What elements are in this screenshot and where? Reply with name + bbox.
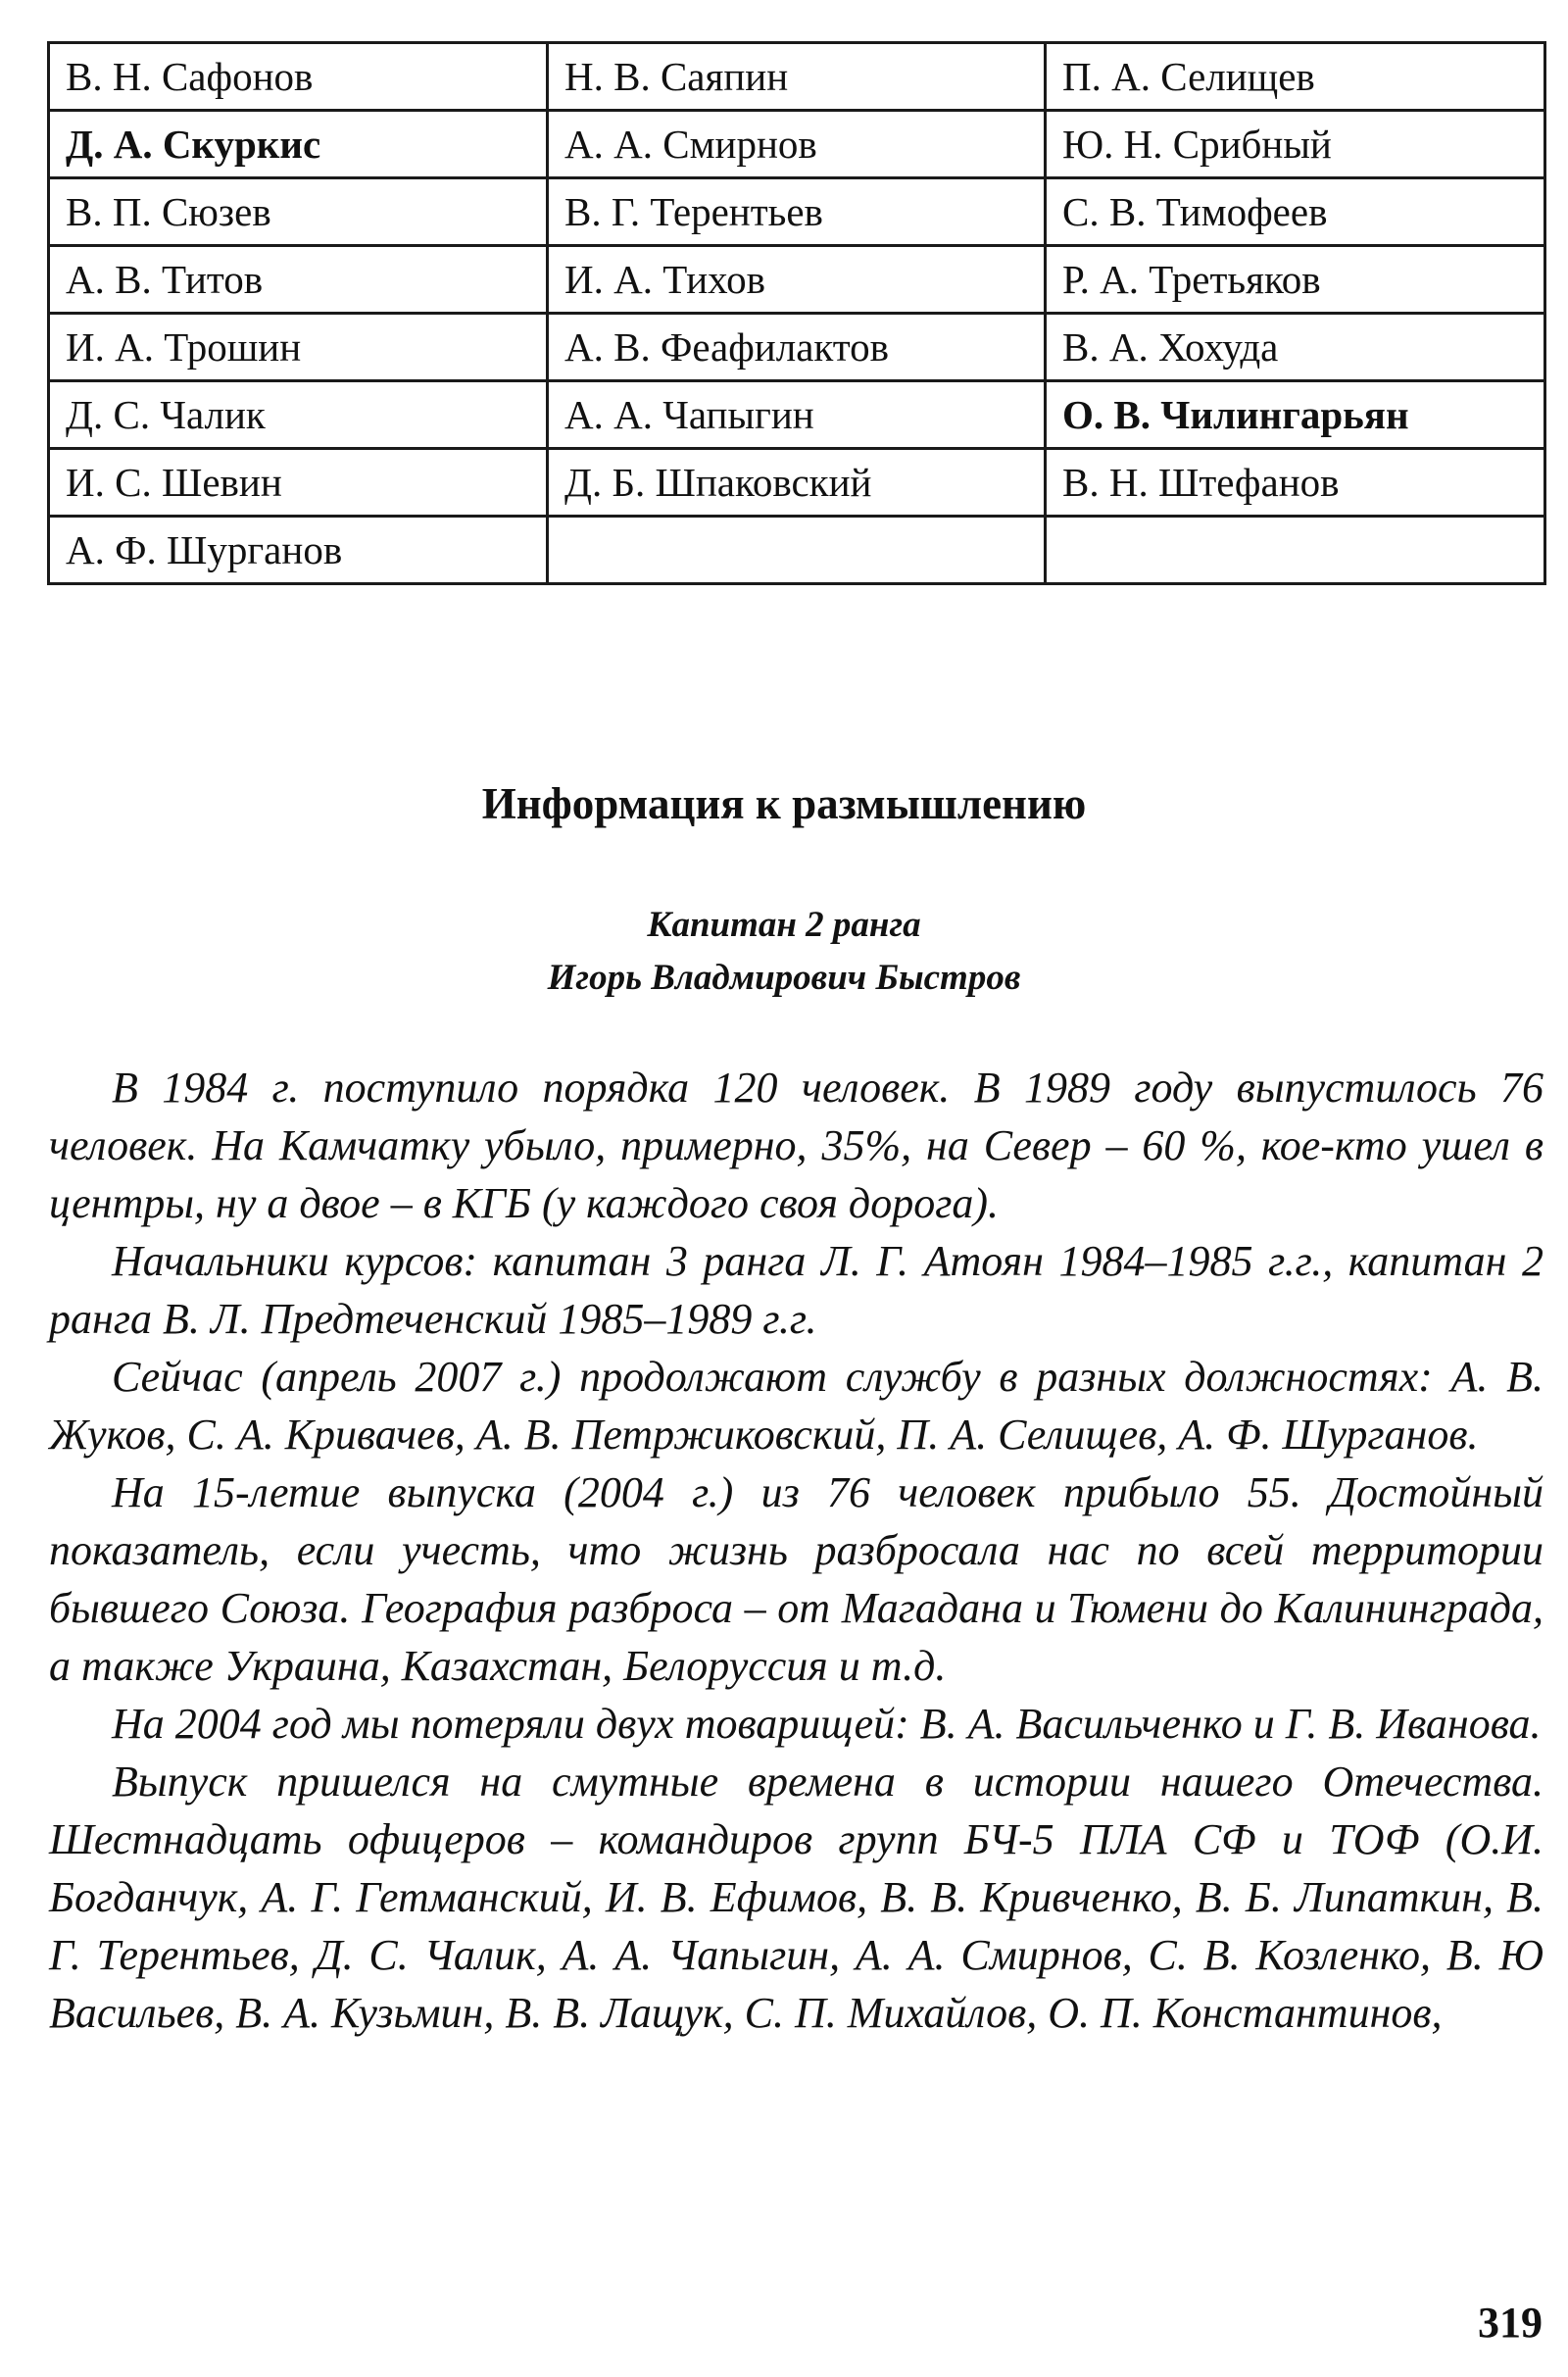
paragraph-still-serving: Сейчас (апрель 2007 г.) продолжают службу в разных должностях: А. В. Жуков, С. А. Кривачев, А. В. Петржиковский, П. А. Селищев, А. Ф. Шурганов. — [49, 1353, 1544, 1459]
table-cell — [1046, 517, 1545, 584]
table-cell: Д. Б. Шпаковский — [548, 449, 1046, 517]
table-cell: В. П. Сюзев — [49, 178, 548, 246]
table-cell: В. Н. Штефанов — [1046, 449, 1545, 517]
table-cell: В. Н. Сафонов — [49, 43, 548, 111]
table-cell: Ю. Н. Срибный — [1046, 111, 1545, 178]
table-row — [49, 517, 1545, 584]
paragraph-course-heads: Начальники курсов: капитан 3 ранга Л. Г. Атоян 1984–1985 г.г., капитан 2 ранга В. Л. Предтеченский 1985–1989 г.г. — [49, 1237, 1544, 1343]
page-number: 319 — [1478, 2299, 1543, 2347]
table-row — [49, 314, 1545, 381]
paragraph-enrollment: В 1984 г. поступило порядка 120 человек. В 1989 году выпустилось 76 человек. На Камчатку убыло, примерно, 35%, на Север – 60 %, кое-кто ушел в центры, ну а двое – в КГБ (у каждого своя дорога). — [49, 1064, 1544, 1227]
table-row — [49, 381, 1545, 449]
table-cell: П. А. Селищев — [1046, 43, 1545, 111]
table-cell: И. А. Трошин — [49, 314, 548, 381]
author-rank: Капитан 2 ранга — [647, 905, 921, 945]
names-table-body — [49, 43, 1545, 584]
table-row — [49, 246, 1545, 314]
table-cell: А. Ф. Шурганов — [49, 517, 548, 584]
section-title: Информация к размышлению — [481, 779, 1087, 828]
table-cell: А. А. Смирнов — [548, 111, 1046, 178]
table-cell: Д. А. Скуркис — [49, 111, 548, 178]
names-table — [47, 41, 1546, 585]
table-cell: А. В. Феафилактов — [548, 314, 1046, 381]
table-cell: С. В. Тимофеев — [1046, 178, 1545, 246]
table-cell: И. А. Тихов — [548, 246, 1046, 314]
table-cell: Н. В. Саяпин — [548, 43, 1046, 111]
author-name: Игорь Владмирович Быстров — [547, 958, 1021, 998]
table-cell: А. В. Титов — [49, 246, 548, 314]
table-cell: И. С. Шевин — [49, 449, 548, 517]
table-row — [49, 449, 1545, 517]
table-row — [49, 178, 1545, 246]
paragraph-losses: На 2004 год мы потеряли двух товарищей: В. А. Васильченко и Г. В. Иванова. — [112, 1700, 1542, 1748]
table-cell: В. А. Хохуда — [1046, 314, 1545, 381]
table-cell: А. А. Чапыгин — [548, 381, 1046, 449]
table-cell: Д. С. Чалик — [49, 381, 548, 449]
table-row — [49, 111, 1545, 178]
table-cell: Р. А. Третьяков — [1046, 246, 1545, 314]
table-cell — [548, 517, 1046, 584]
paragraph-reunion: На 15-летие выпуска (2004 г.) из 76 человек прибыло 55. Достойный показатель, если учесть, что жизнь разбросала нас по всей территории бывшего Союза. География разброса – от Магадана и Тюмени до Калининграда, а также Украина, Казахстан, Белоруссия и т.д. — [49, 1468, 1544, 1690]
table-cell: В. Г. Терентьев — [548, 178, 1046, 246]
body-text — [49, 1059, 1544, 2042]
paragraph-troubled-times: Выпуск пришелся на смутные времена в истории нашего Отечества. Шестнадцать офицеров – командиров групп БЧ-5 ПЛА СФ и ТОФ (О.И. Богданчук, А. Г. Гетманский, И. В. Ефимов, В. В. Кривченко, В. Б. Липаткин, В. Г. Терентьев, Д. С. Чалик, А. А. Чапыгин, А. А. Смирнов, С. В. Козленко, В. Ю Васильев, В. А. Кузьмин, В. В. Лащук, С. П. Михайлов, О. П. Константинов, — [49, 1758, 1544, 2037]
table-row — [49, 43, 1545, 111]
table-cell: О. В. Чилингарьян — [1046, 381, 1545, 449]
